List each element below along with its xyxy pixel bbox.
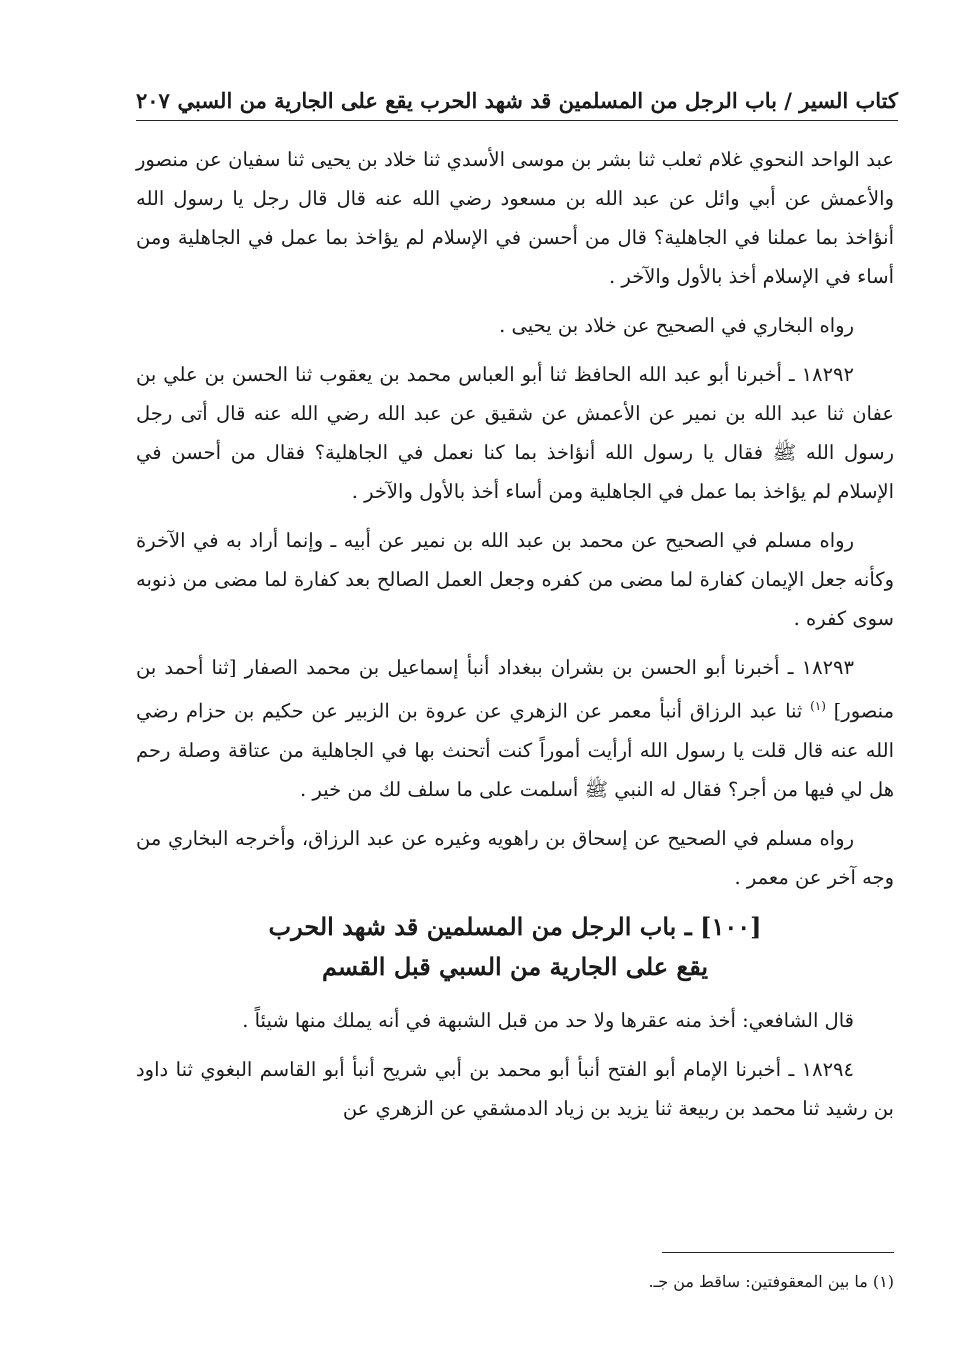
footnote: (١) ما بين المعقوفتين: ساقط من جـ. (648, 1272, 894, 1291)
paragraph-hadith-18293 (136, 648, 894, 809)
page-header (136, 84, 898, 121)
section-heading (136, 907, 894, 987)
page-body (136, 140, 894, 1138)
paragraph-1: عبد الواحد النحوي غلام ثعلب ثنا بشر بن موسى الأسدي ثنا خلاد بن يحيى ثنا سفيان عن منصور والأعمش عن أبي وائل عن عبد الله بن مسعود رضي الله عنه قال قال رجل يا رسول الله أنؤاخذ بما عملنا في الجاهلية؟ قال من أحسن في الإسلام لم يؤاخذ بما عمل في الجاهلية ومن أساء في الإسلام أخذ بالأول والآخر . (136, 148, 894, 288)
running-title: كتاب السير / باب الرجل من المسلمين قد شهد الحرب يقع على الجارية من السبي (177, 88, 898, 113)
footnote-marker: (١) (810, 699, 826, 713)
paragraph-hadith-18292: ١٨٢٩٢ ـ أخبرنا أبو عبد الله الحافظ ثنا أبو العباس محمد بن يعقوب ثنا الحسن بن علي بن عفان ثنا عبد الله بن نمير عن الأعمش عن شقيق عن عبد الله رضي الله عنه قال أتى رجل رسول الله ﷺ فقال يا رسول الله أنؤاخذ بما كنا نعمل في الجاهلية؟ فقال من أحسن في الإسلام لم يؤاخذ بما عمل في الجاهلية ومن أساء أخذ بالأول والآخر . (136, 363, 894, 503)
hadith-18293-part-2: ثنا عبد الرزاق أنبأ معمر عن الزهري عن عروة بن الزبير عن حكيم بن حزام رضي الله عنه قال قلت يا رسول الله أرأيت أموراً كنت أتحنث بها في الجاهلية من عتاقة وصلة رحم هل لي فيها من أجر؟ فقال له النبي ﷺ أسلمت على ما سلف لك من خير . (136, 699, 894, 801)
section-heading-line-1: [١٠٠] ـ باب الرجل من المسلمين قد شهد الحرب (268, 911, 762, 941)
hadith-18293-part-1: ١٨٢٩٣ ـ أخبرنا أبو الحسن بن بشران ببغداد أنبأ إسماعيل بن محمد الصفار [ثنا أحمد بن منصور] (136, 656, 895, 723)
footnote-divider (662, 1252, 894, 1253)
paragraph-2: رواه البخاري في الصحيح عن خلاد بن يحيى . (499, 314, 854, 337)
page-number: ٢٠٧ (136, 88, 170, 113)
paragraph-4: رواه مسلم في الصحيح عن محمد بن عبد الله بن نمير عن أبيه ـ وإنما أراد به في الآخرة وكأنه جعل الإيمان كفارة لما مضى من كفره وجعل العمل الصالح بعد كفارة لما مضى من ذنوبه سوى كفره . (136, 529, 894, 630)
paragraph-shafii: قال الشافعي: أخذ منه عقرها ولا حد من قبل الشبهة في أنه يملك منها شيئاً . (242, 1008, 854, 1032)
paragraph-6: رواه مسلم في الصحيح عن إسحاق بن راهويه وغيره عن عبد الرزاق، وأخرجه البخاري من وجه آخر عن معمر . (136, 826, 894, 889)
section-heading-line-2: يقع على الجارية من السبي قبل القسم (321, 951, 709, 981)
paragraph-hadith-18294: ١٨٢٩٤ ـ أخبرنا الإمام أبو الفتح أنبأ أبو محمد بن أبي شريح أنبأ أبو القاسم البغوي ثنا داود بن رشيد ثنا محمد بن ربيعة ثنا يزيد بن زياد الدمشقي عن الزهري عن (136, 1057, 894, 1120)
